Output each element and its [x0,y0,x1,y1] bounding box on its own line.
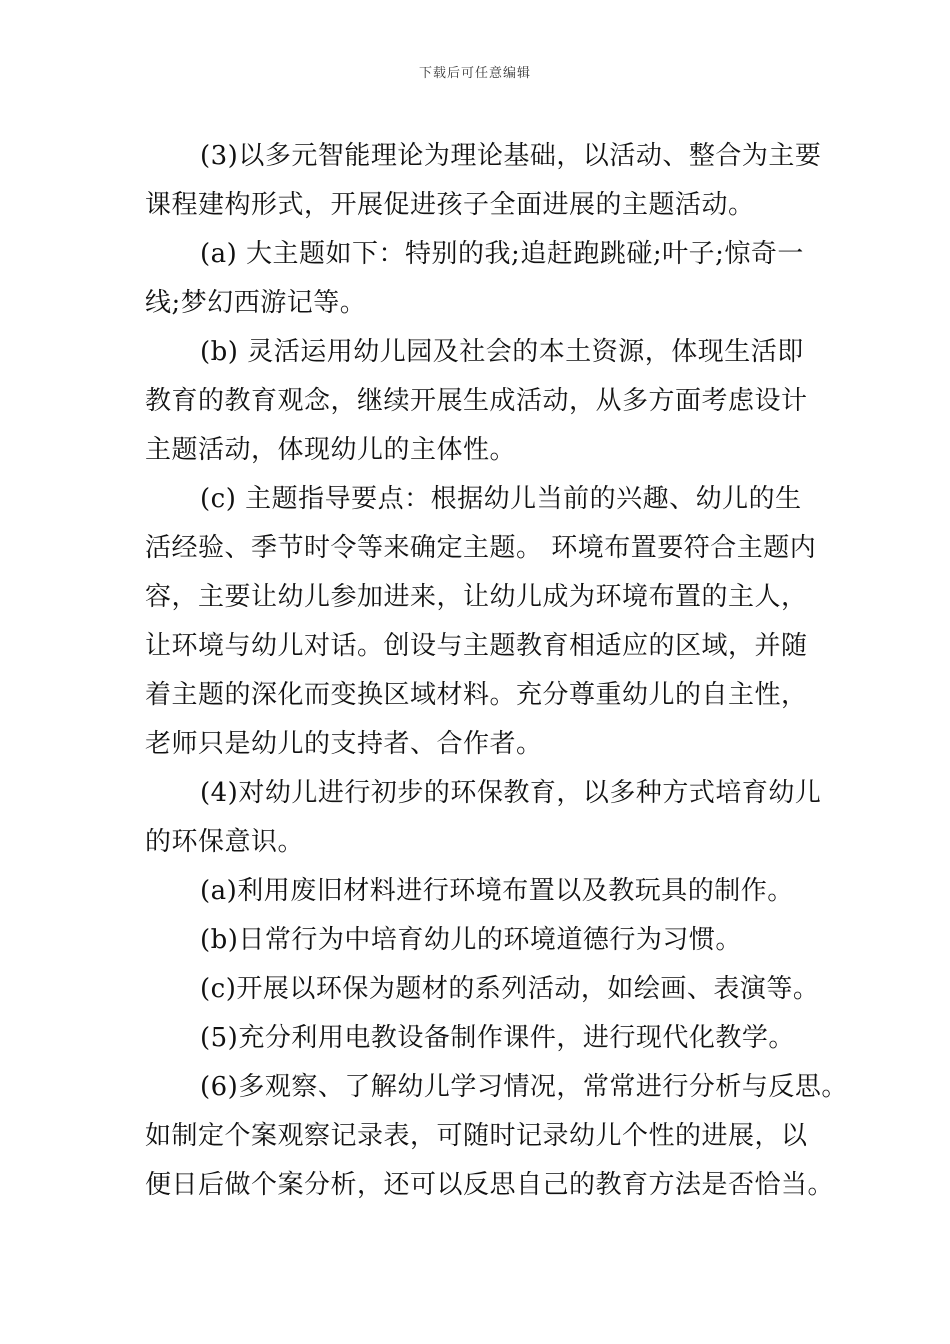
document-body [145,132,848,1210]
paragraph-line: (b) 灵活运用幼儿园及社会的本土资源，体现生活即 [200,337,804,367]
paragraph-line: 线;梦幻西游记等。 [145,288,367,318]
header-note: 下载后可任意编辑 [418,66,531,81]
paragraph-line: 容，主要让幼儿参加进来，让幼儿成为环境布置的主人， [145,582,808,612]
paragraph-line: (3)以多元智能理论为理论基础，以活动、整合为主要 [200,141,822,171]
paragraph-line: (a) 大主题如下：特别的我;追赶跑跳碰;叶子;惊奇一 [200,239,804,269]
paragraph-line: (b)日常行为中培育幼儿的环境道德行为习惯。 [200,925,742,955]
paragraph-line: 便日后做个案分析，还可以反思自己的教育方法是否恰当。 [145,1170,835,1200]
paragraph-line: (c) 主题指导要点：根据幼儿当前的兴趣、幼儿的生 [200,484,802,514]
paragraph-line: (4)对幼儿进行初步的环保教育，以多种方式培育幼儿 [200,778,822,808]
paragraph-line: 课程建构形式，开展促进孩子全面进展的主题活动。 [145,190,755,220]
paragraph-line: 让环境与幼儿对话。创设与主题教育相适应的区域，并随 [145,631,808,661]
paragraph-line: 活经验、季节时令等来确定主题。 环境布置要符合主题内 [145,533,817,563]
paragraph-line: 着主题的深化而变换区域材料。充分尊重幼儿的自主性， [145,680,808,710]
paragraph-line: (a)利用废旧材料进行环境布置以及教玩具的制作。 [200,876,794,906]
paragraph-line: (5)充分利用电教设备制作课件，进行现代化教学。 [200,1023,795,1053]
paragraph-line: 教育的教育观念，继续开展生成活动，从多方面考虑设计 [145,386,808,416]
paragraph-line: 如制定个案观察记录表，可随时记录幼儿个性的进展，以 [145,1121,808,1151]
paragraph-line: 老师只是幼儿的支持者、合作者。 [145,729,543,759]
paragraph-line: (c)开展以环保为题材的系列活动，如绘画、表演等。 [200,974,820,1004]
paragraph-line: 的环保意识。 [145,827,305,857]
paragraph-line: (6)多观察、了解幼儿学习情况，常常进行分析与反思。 [200,1072,848,1102]
paragraph-line: 主题活动，体现幼儿的主体性。 [145,435,517,465]
